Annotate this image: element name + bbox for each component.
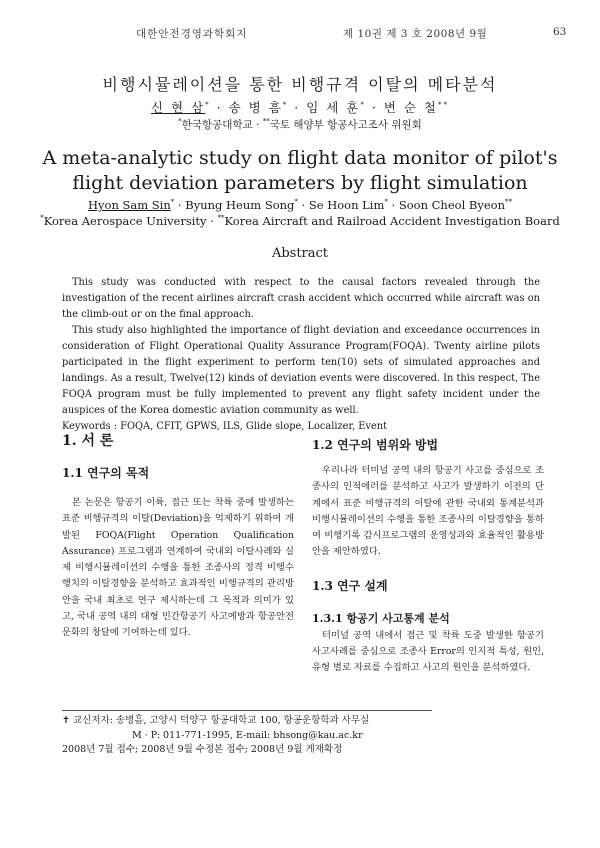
- affil-mark: *: [178, 117, 182, 126]
- author-3-mark: *: [360, 100, 366, 109]
- title-korean: 비행시뮬레이션을 통한 비행규격 이탈의 메타분석: [102, 75, 498, 94]
- author-2: 송 병 흠: [228, 100, 283, 115]
- affil-text: 국토 해양부 항공사고조사 위원회: [269, 119, 422, 131]
- abstract-paragraph: This study was conducted with respect to the causal factors revealed through the investigation of the recent airlines aircraft crash accident which occurred while aircraft was on the climb-out or on the final approach.: [62, 277, 540, 320]
- author-sep: ·: [288, 100, 307, 115]
- abstract-heading: Abstract: [271, 246, 329, 261]
- running-header: [0, 26, 600, 42]
- body-paragraph: 본 논문은 항공기 이륙, 접근 또는 착륙 중에 발생하는 표준 비행규격의 이탈(Deviation)을 억제하기 위하여 개발된 FOQA(Flight Operation Qualification Assurance) 프로그램과 연계하여 국내외 이탈사례와 실제 비행시뮬레이션의 수행을 통한 조종사의 정격 비행수행치의 이탈경향을 분석하고 효과적인 비행규격의 관리방안을 국내 최초로 연구 제시하는데 그 목적과 의미가 있고, 국내 공역 내의 대형 민간항공기 사고예방과 항공안전문화의 창달에 기여하는데 있다.: [62, 497, 294, 639]
- footnote-dates: 2008년 7월 접수; 2008년 9월 수정본 접수; 2008년 9월 게재확정: [62, 744, 343, 755]
- author-1: 신 현 삼: [150, 100, 206, 115]
- author-1-mark: *: [205, 100, 211, 109]
- authors-korean: [0, 98, 600, 116]
- subsection-heading: 1.2 연구의 범위와 방법: [312, 438, 439, 452]
- affil-text: Korea Aerospace University ·: [43, 214, 218, 228]
- affil-text: Korea Aircraft and Railroad Accident Investigation Board: [224, 214, 560, 228]
- author-3-en: · Se Hoon Lim: [297, 198, 385, 212]
- author-mark: *: [294, 198, 298, 207]
- author-4-mark: **: [438, 100, 449, 109]
- author-mark: *: [170, 198, 175, 207]
- author-4: 변 순 철: [383, 100, 438, 115]
- author-4-en: · Soon Cheol Byeon: [387, 198, 505, 212]
- author-2-mark: *: [282, 100, 289, 109]
- footnote-contact: M · P: 011-771-1995, E-mail: bhsong@kau.ac.kr: [132, 729, 363, 741]
- author-mark: *: [384, 198, 388, 207]
- subsubsection-heading: 1.3.1 항공기 사고통계 분석: [312, 611, 450, 625]
- section-heading: 1. 서 론: [62, 433, 114, 449]
- affiliation-english: [0, 214, 600, 228]
- subsection-heading: 1.3 연구 설계: [312, 578, 388, 593]
- subsection-heading: 1.1 연구의 목적: [62, 466, 150, 480]
- author-mark: **: [504, 198, 512, 207]
- keywords: Keywords : FOQA, CFIT, GPWS, ILS, Glide slope, Localizer, Event: [62, 421, 388, 432]
- left-column: [62, 430, 294, 642]
- author-1-en: Hyon Sam Sin: [88, 198, 171, 212]
- affiliation-korean: [0, 117, 600, 132]
- affil-text: 한국항공대학교 ·: [181, 119, 263, 131]
- author-2-en: · Byung Heum Song: [174, 198, 295, 212]
- affil-mark: *: [40, 214, 44, 223]
- right-column: [312, 436, 544, 677]
- affil-mark: **: [217, 214, 225, 223]
- author-3: 임 세 훈: [306, 100, 361, 115]
- body-paragraph: 우리나라 터미널 공역 내의 항공기 사고를 중심으로 조종사의 인적에러를 분석하고 사고가 발생하기 이전의 단계에서 표준 비행규격의 이탈에 관한 국내외 통계분석과 비행시뮬레이션의 수행을 통한 조종사의 이탈경향을 통하여 비행기록 감시프로그램의 운영성과와 효율적인 활용방안을 제안하였다.: [312, 465, 544, 558]
- footnote-divider: [62, 710, 432, 711]
- footnote-corresponding: ✝ 교신저자: 송병흠, 고양시 덕양구 항공대학교 100, 항공운항학과 사무실: [62, 715, 370, 726]
- journal-name: 대한안전경영과학회지: [136, 28, 248, 40]
- title-english: A meta-analytic study on flight data monitor of pilot's flight deviation parameters by flight simulation: [42, 147, 558, 194]
- authors-english: [0, 198, 600, 212]
- body-paragraph: 터미널 공역 내에서 접근 및 착륙 도중 발생한 항공기 사고사례를 중심으로 조종사 Error의 인지적 특성, 원인, 유형 별로 자료를 수집하고 사고의 원인을 분석하였다.: [312, 629, 544, 674]
- author-sep: ·: [210, 100, 229, 115]
- journal-issue: 제 10권 제 3 호 2008년 9월: [343, 28, 488, 40]
- abstract-body: [62, 275, 540, 435]
- footnote: [62, 714, 542, 758]
- affil-mark: **: [262, 117, 270, 126]
- abstract-paragraph: This study also highlighted the importance of flight deviation and exceedance occurrences in consideration of Flight Operational Quality Assurance Program(FOQA). Twenty airline pilots participated in the flight experiment to perform ten(10) sets of simulated approaches and landings. As a result, Twelve(12) kinds of deviation events were discovered. In this respect, The FOQA program must be fully implemented to prevent any flight safety incident under the auspices of the Korea domestic aviation community as well.: [62, 325, 540, 416]
- page-number: 63: [553, 26, 567, 38]
- author-sep: ·: [365, 100, 384, 115]
